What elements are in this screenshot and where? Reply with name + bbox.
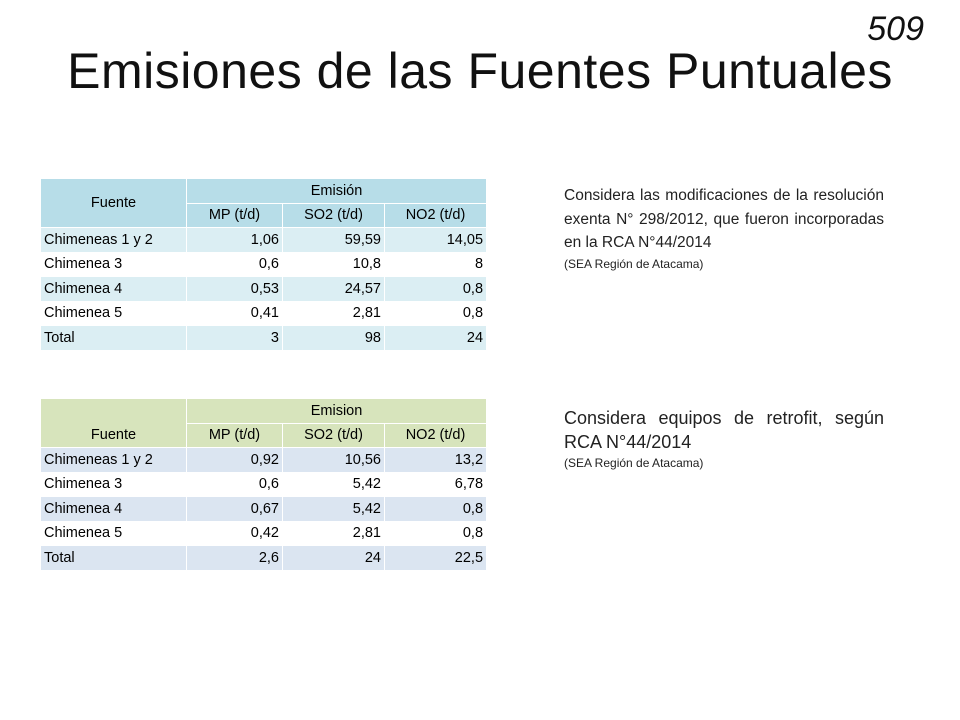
- cell-so2: 24: [283, 546, 385, 571]
- cell-mp: 0,92: [187, 448, 283, 473]
- header-mp: MP (t/d): [187, 423, 283, 448]
- header-no2: NO2 (t/d): [385, 423, 487, 448]
- cell-mp: 0,67: [187, 497, 283, 522]
- emissions-table-retrofit: [40, 398, 487, 571]
- table-row-total: [41, 326, 487, 351]
- table-row: [41, 448, 487, 473]
- slide-title: Emisiones de las Fuentes Puntuales: [67, 43, 893, 99]
- cell-so2: 59,59: [283, 228, 385, 253]
- note-source: (SEA Región de Atacama): [564, 256, 704, 271]
- page-number: 509: [867, 10, 924, 48]
- cell-mp: 0,42: [187, 521, 283, 546]
- cell-no2: 0,8: [385, 497, 487, 522]
- cell-mp: 2,6: [187, 546, 283, 571]
- cell-fuente: Total: [41, 326, 187, 351]
- cell-mp: 1,06: [187, 228, 283, 253]
- cell-fuente: Chimeneas 1 y 2: [41, 448, 187, 473]
- table-row-total: [41, 546, 487, 571]
- header-emision-group: Emision: [187, 399, 487, 424]
- cell-fuente: Chimenea 3: [41, 252, 187, 277]
- table-row: [41, 252, 487, 277]
- note-text: Considera equipos de retrofit, según RCA N°44/2014: [564, 408, 884, 452]
- cell-mp: 0,6: [187, 252, 283, 277]
- cell-mp: 0,41: [187, 301, 283, 326]
- cell-so2: 24,57: [283, 277, 385, 302]
- table-row: [41, 277, 487, 302]
- cell-fuente: Chimenea 3: [41, 472, 187, 497]
- header-emision-group: Emisión: [187, 179, 487, 204]
- note-source: (SEA Región de Atacama): [564, 456, 704, 470]
- header-fuente: Fuente: [41, 179, 187, 228]
- emissions-table-original: [40, 178, 487, 351]
- cell-no2: 8: [385, 252, 487, 277]
- cell-fuente: Total: [41, 546, 187, 571]
- cell-so2: 2,81: [283, 301, 385, 326]
- header-fuente: Fuente: [41, 399, 187, 448]
- cell-no2: 13,2: [385, 448, 487, 473]
- cell-so2: 2,81: [283, 521, 385, 546]
- header-so2: SO2 (t/d): [283, 203, 385, 228]
- cell-so2: 5,42: [283, 497, 385, 522]
- cell-no2: 24: [385, 326, 487, 351]
- cell-mp: 0,53: [187, 277, 283, 302]
- cell-fuente: Chimenea 5: [41, 301, 187, 326]
- table-row: [41, 228, 487, 253]
- header-so2: SO2 (t/d): [283, 423, 385, 448]
- cell-no2: 22,5: [385, 546, 487, 571]
- table-row: [41, 497, 487, 522]
- cell-so2: 10,8: [283, 252, 385, 277]
- cell-no2: 14,05: [385, 228, 487, 253]
- cell-fuente: Chimenea 4: [41, 277, 187, 302]
- cell-fuente: Chimeneas 1 y 2: [41, 228, 187, 253]
- table-row: [41, 301, 487, 326]
- header-no2: NO2 (t/d): [385, 203, 487, 228]
- cell-fuente: Chimenea 5: [41, 521, 187, 546]
- cell-so2: 98: [283, 326, 385, 351]
- table-row: [41, 521, 487, 546]
- note-modifications: [564, 184, 884, 271]
- table-row: [41, 472, 487, 497]
- cell-mp: 0,6: [187, 472, 283, 497]
- cell-fuente: Chimenea 4: [41, 497, 187, 522]
- cell-so2: 5,42: [283, 472, 385, 497]
- cell-no2: 0,8: [385, 521, 487, 546]
- cell-so2: 10,56: [283, 448, 385, 473]
- cell-no2: 0,8: [385, 277, 487, 302]
- header-mp: MP (t/d): [187, 203, 283, 228]
- cell-no2: 6,78: [385, 472, 487, 497]
- note-text: Considera las modificaciones de la resolución exenta N° 298/2012, que fueron incorporadas en la RCA N°44/2014: [564, 187, 884, 251]
- cell-no2: 0,8: [385, 301, 487, 326]
- cell-mp: 3: [187, 326, 283, 351]
- note-retrofit: [564, 406, 884, 470]
